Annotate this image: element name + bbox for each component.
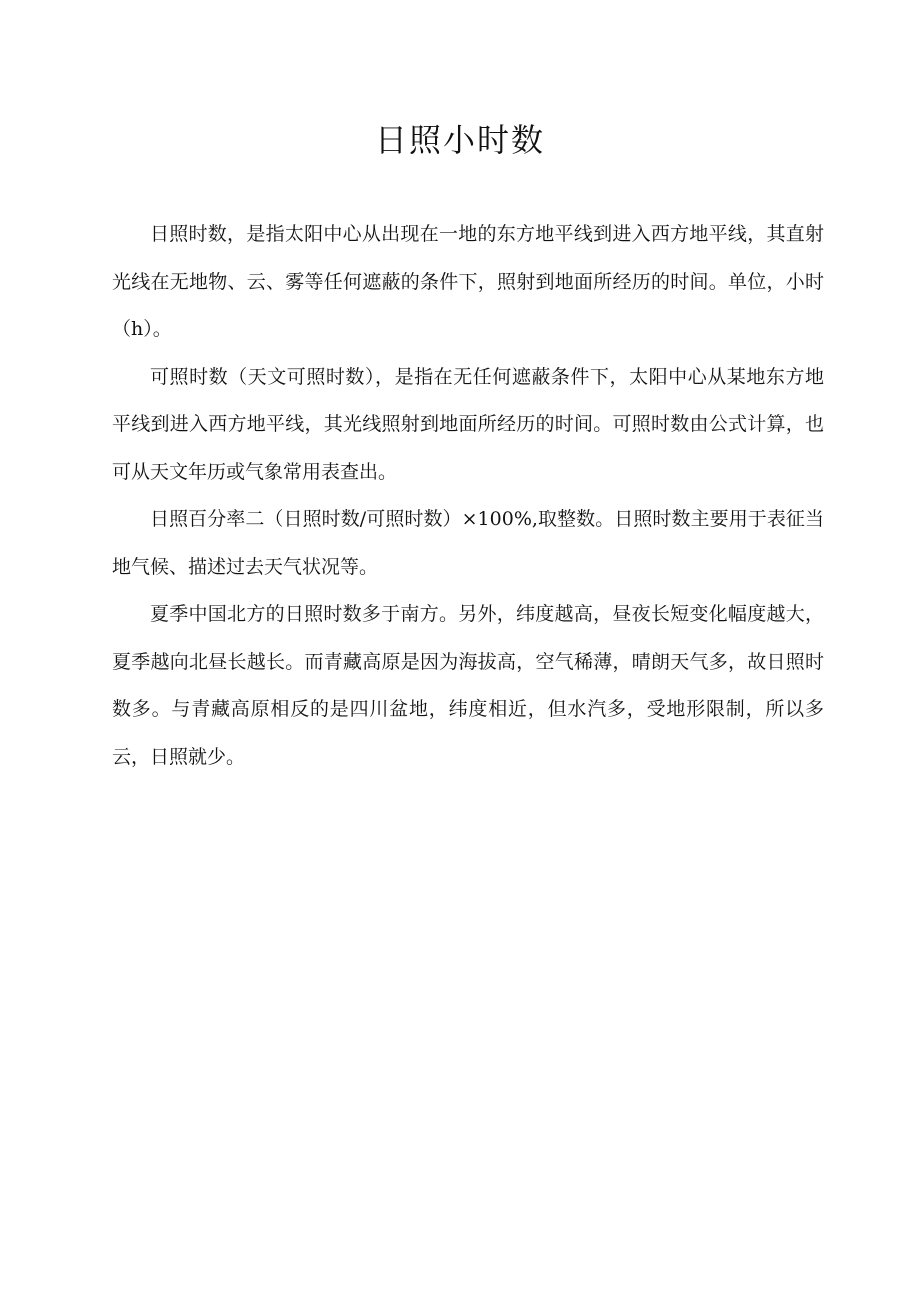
- paragraph-sunshine-percentage: 日照百分率二（日照时数/可照时数）×100%,取整数。日照时数主要用于表征当地气候、描述过去天气状况等。: [112, 508, 824, 578]
- paragraph-regional-differences: 夏季中国北方的日照时数多于南方。另外，纬度越高，昼夜长短变化幅度越大，夏季越向北昼长越长。而青藏高原是因为海拔高，空气稀薄，晴朗天气多，故日照时数多。与青藏高原相反的是四川盆地，纬度相近，但水汽多，受地形限制，所以多云，日照就少。: [112, 603, 824, 768]
- document-title: 日照小时数: [374, 121, 545, 159]
- paragraph-sunshine-duration: 日照时数，是指太阳中心从出现在一地的东方地平线到进入西方地平线，其直射光线在无地物、云、雾等任何遮蔽的条件下，照射到地面所经历的时间。单位，小时（h）。: [112, 223, 824, 340]
- paragraph-possible-sunshine: 可照时数（天文可照时数），是指在无任何遮蔽条件下，太阳中心从某地东方地平线到进入西方地平线，其光线照射到地面所经历的时间。可照时数由公式计算，也可从天文年历或气象常用表查出。: [112, 365, 824, 483]
- document-body: [112, 211, 824, 781]
